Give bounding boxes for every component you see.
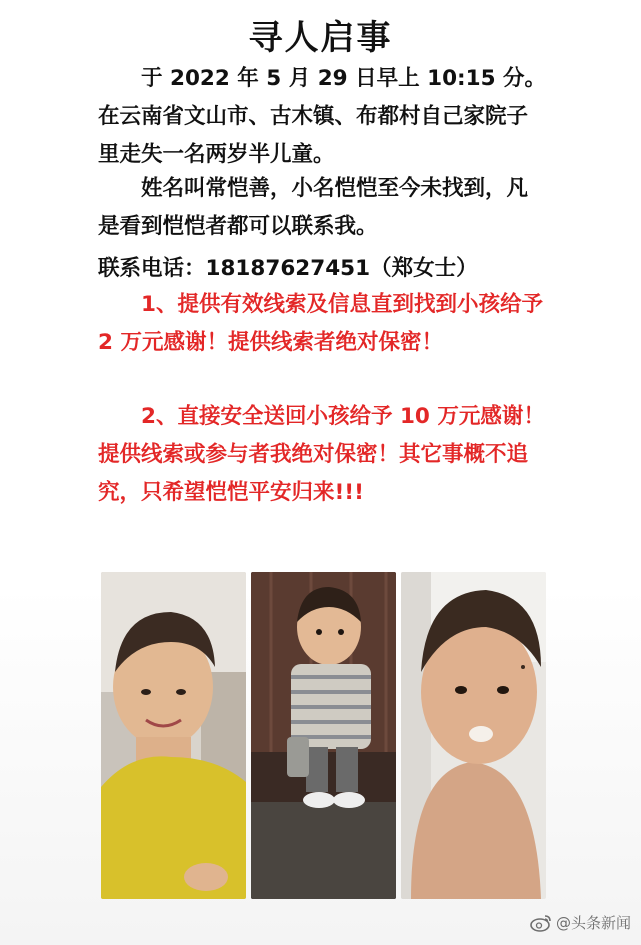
- child-name-info: 姓名叫常恺善，小名恺恺至今未找到，凡是看到恺恺者都可以联系我。: [98, 176, 529, 239]
- contact-info: [98, 250, 548, 288]
- missing-details: 于 2022 年 5 月 29 日早上 10:15 分。在云南省文山市、古木镇、布都村自己家院子里走失一名两岁半儿童。: [98, 66, 547, 167]
- child-photo-yellow-shirt: [101, 572, 246, 899]
- weibo-icon: [530, 914, 552, 932]
- contact-label: 联系电话：: [98, 256, 206, 281]
- watermark-text: @头条新闻: [555, 914, 631, 932]
- reward-clue: 1、提供有效线索及信息直到找到小孩给予 2 万元感谢！提供线索者绝对保密！: [98, 292, 543, 355]
- contact-phone: 18187627451（郑女士）: [205, 256, 478, 281]
- child-photo-shirtless: [401, 572, 546, 899]
- child-photo-striped-sweater: [251, 572, 396, 899]
- source-watermark: [530, 912, 631, 933]
- notice-title: 寻人启事: [248, 18, 393, 58]
- reward-return: 2、直接安全送回小孩给予 10 万元感谢！提供线索或参与者我绝对保密！其它事概不追究，只希望恺恺平安归来!!!: [98, 404, 545, 505]
